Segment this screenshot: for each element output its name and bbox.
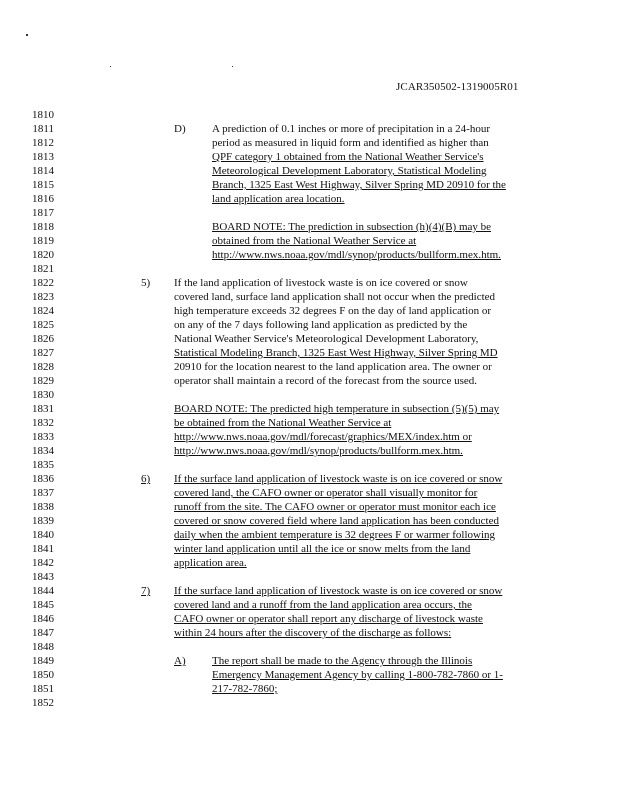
line-number: 1848 (32, 641, 54, 653)
url-line: http://www.nws.noaa.gov/mdl/synop/products/bullform.mex.htm. (174, 445, 463, 457)
text-line: land application area location. (212, 193, 345, 205)
text-line: runoff from the site. The CAFO owner or operator must monitor each ice (174, 501, 496, 513)
text-line: covered land, the CAFO owner or operator shall visually monitor for (174, 487, 478, 499)
text-line: Meteorological Development Laboratory, Statistical Modeling (212, 165, 487, 177)
line-number: 1827 (32, 347, 54, 359)
text-line: application area. (174, 557, 247, 569)
line-number: 1833 (32, 431, 54, 443)
subsection-marker: 5) (141, 277, 151, 289)
line-number: 1835 (32, 459, 54, 471)
line-number: 1843 (32, 571, 54, 583)
text-line: covered or snow covered field where land application has been conducted (174, 515, 499, 527)
text-line: If the land application of livestock waste is on ice covered or snow (174, 277, 468, 289)
line-number: 1817 (32, 207, 54, 219)
line-number: 1837 (32, 487, 54, 499)
line-number: 1822 (32, 277, 54, 289)
line-number: 1850 (32, 669, 54, 681)
text-line: 20910 for the location nearest to the land application area. The owner or (174, 361, 492, 373)
text-line: winter land application until all the ice or snow melts from the land (174, 543, 471, 555)
text-line: QPF category 1 obtained from the National Weather Service's (212, 151, 484, 163)
line-number: 1819 (32, 235, 54, 247)
line-number: 1811 (32, 123, 54, 135)
line-number: 1847 (32, 627, 54, 639)
line-number: 1834 (32, 445, 54, 457)
text-line: be obtained from the National Weather Service at (174, 417, 392, 429)
scan-speck (110, 66, 111, 67)
document-header: JCAR350502-1319005R01 (396, 81, 519, 93)
line-number: 1815 (32, 179, 54, 191)
line-number: 1810 (32, 109, 54, 121)
text-line: operator shall maintain a record of the forecast from the source used. (174, 375, 477, 387)
line-number: 1838 (32, 501, 54, 513)
line-number: 1828 (32, 361, 54, 373)
line-number: 1826 (32, 333, 54, 345)
line-number: 1849 (32, 655, 54, 667)
line-number: 1839 (32, 515, 54, 527)
url-line: http://www.nws.noaa.gov/mdl/synop/products/bullform.mex.htm. (212, 249, 501, 261)
text-line: National Weather Service's Meteorological Development Laboratory, (174, 333, 479, 345)
text-line: A prediction of 0.1 inches or more of precipitation in a 24-hour (212, 123, 490, 135)
line-number: 1824 (32, 305, 54, 317)
text-line: If the surface land application of livestock waste is on ice covered or snow (174, 585, 503, 597)
line-number: 1851 (32, 683, 54, 695)
text-line: daily when the ambient temperature is 32 degrees F or warmer following (174, 529, 496, 541)
text-line: Emergency Management Agency by calling 1-800-782-7860 or 1- (212, 669, 503, 681)
line-number: 1844 (32, 585, 54, 597)
subsection-marker: 7) (141, 585, 151, 597)
line-number: 1836 (32, 473, 54, 485)
text-line: obtained from the National Weather Service at (212, 235, 417, 247)
line-number: 1840 (32, 529, 54, 541)
text-line: period as measured in liquid form and identified as higher than (212, 137, 489, 149)
line-number: 1829 (32, 375, 54, 387)
subsection-marker: 6) (141, 473, 151, 485)
url-line: http://www.nws.noaa.gov/mdl/forecast/graphics/MEX/index.htm or (174, 431, 472, 443)
text-line: 217-782-7860; (212, 683, 278, 695)
text-line: The report shall be made to the Agency through the Illinois (212, 655, 473, 667)
text-line: If the surface land application of livestock waste is on ice covered or snow (174, 473, 503, 485)
text-line: high temperature exceeds 32 degrees F on the day of land application or (174, 305, 492, 317)
text-line: CAFO owner or operator shall report any discharge of livestock waste (174, 613, 483, 625)
line-number: 1852 (32, 697, 54, 709)
text-line: within 24 hours after the discovery of the discharge as follows: (174, 627, 452, 639)
line-number: 1818 (32, 221, 54, 233)
line-number: 1841 (32, 543, 54, 555)
line-number: 1820 (32, 249, 54, 261)
text-line: on any of the 7 days following land application as predicted by the (174, 319, 468, 331)
scan-speck (26, 34, 28, 36)
text-line: BOARD NOTE: The prediction in subsection (h)(4)(B) may be (212, 221, 492, 233)
line-number: 1842 (32, 557, 54, 569)
line-number: 1846 (32, 613, 54, 625)
text-line: covered land, surface land application shall not occur when the predicted (174, 291, 496, 303)
line-number: 1814 (32, 165, 54, 177)
line-number: 1832 (32, 417, 54, 429)
line-number: 1845 (32, 599, 54, 611)
subsection-marker: D) (174, 123, 186, 135)
line-number: 1816 (32, 193, 54, 205)
text-line: Statistical Modeling Branch, 1325 East West Highway, Silver Spring MD (174, 347, 498, 359)
line-number: 1831 (32, 403, 54, 415)
subsection-marker: A) (174, 655, 186, 667)
line-number: 1823 (32, 291, 54, 303)
line-number: 1812 (32, 137, 54, 149)
line-number: 1813 (32, 151, 54, 163)
text-line: Branch, 1325 East West Highway, Silver Spring MD 20910 for the (212, 179, 506, 191)
scan-speck (232, 66, 233, 67)
text-line: BOARD NOTE: The predicted high temperature in subsection (5)(5) may (174, 403, 500, 415)
line-number: 1830 (32, 389, 54, 401)
line-number: 1825 (32, 319, 54, 331)
line-number: 1821 (32, 263, 54, 275)
text-line: covered land and a runoff from the land application area occurs, the (174, 599, 472, 611)
